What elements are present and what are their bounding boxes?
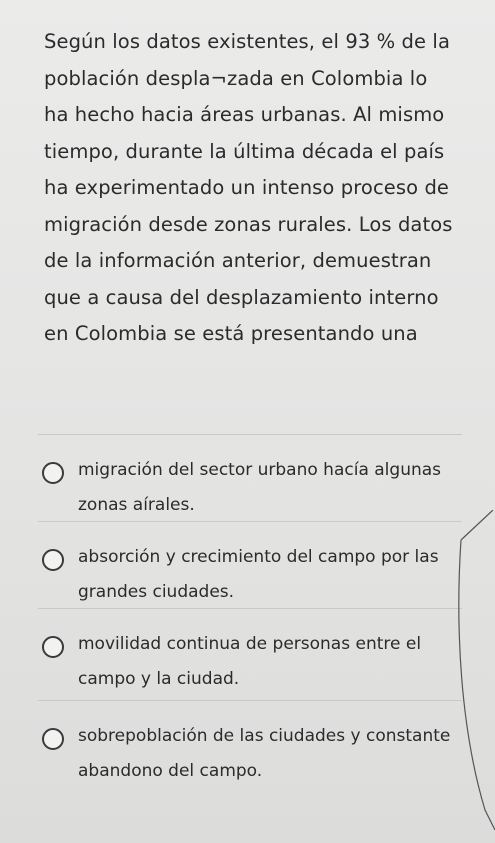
question-text: Según los datos existentes, el 93 % de la población despla¬zada en Colombia lo ha hecho hacia áreas urbanas. Al mismo tiempo, durante la última década el país ha experimentado un intenso proceso de migración desde zonas rurales. Los datos de la información anterior, demuestran que a causa del desplazamiento interno en Colombia se está presentando una — [44, 30, 453, 345]
divider — [38, 521, 462, 522]
radio-button-c[interactable] — [42, 636, 64, 658]
radio-button-d[interactable] — [42, 728, 64, 750]
answer-option-d-label: sobrepoblación de las ciudades y constante abandono del campo. — [78, 726, 451, 781]
answer-option-d[interactable] — [42, 724, 462, 789]
divider — [38, 608, 462, 609]
answer-option-a[interactable] — [42, 458, 462, 523]
answer-option-c[interactable] — [42, 632, 462, 697]
radio-button-b[interactable] — [42, 549, 64, 571]
page-edge-line — [455, 510, 495, 843]
divider — [38, 700, 462, 701]
radio-button-a[interactable] — [42, 462, 64, 484]
answer-option-b-label: absorción y crecimiento del campo por las grandes ciudades. — [78, 547, 439, 602]
answer-option-b[interactable] — [42, 545, 462, 610]
answer-option-c-label: movilidad continua de personas entre el campo y la ciudad. — [78, 634, 422, 689]
answer-option-a-label: migración del sector urbano hacía algunas zonas aírales. — [78, 460, 442, 515]
divider — [38, 434, 462, 435]
